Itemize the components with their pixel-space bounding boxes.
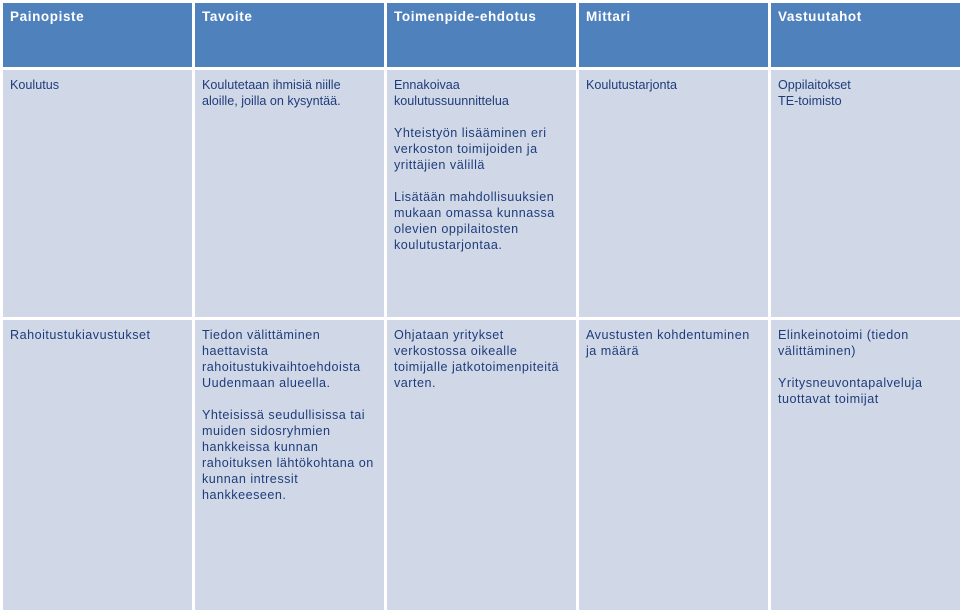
cell-toimenpide xyxy=(387,70,576,317)
cell-painopiste xyxy=(3,320,192,610)
cell-toimenpide xyxy=(387,320,576,610)
cell-mittari xyxy=(579,320,768,610)
cell-text: Avustusten kohdentuminen ja määrä xyxy=(586,328,750,358)
header-vastuutahot: Vastuutahot xyxy=(771,3,960,67)
cell-text: Ennakoivaa koulutussuunnittelua xyxy=(394,78,509,108)
table-row xyxy=(3,70,960,317)
header-toimenpide-ehdotus: Toimenpide-ehdotus xyxy=(387,3,576,67)
cell-text: Lisätään mahdollisuuksien mukaan omassa kunnassa olevien oppilaitosten koulutustarjontaa. xyxy=(394,190,555,252)
cell-painopiste xyxy=(3,70,192,317)
cell-text: Tiedon välittäminen haettavista rahoitustukivaihtoehdoista Uudenmaan alueella. xyxy=(202,328,361,390)
cell-vastuutahot xyxy=(771,320,960,610)
cell-text: Koulutus xyxy=(10,78,60,92)
cell-tavoite xyxy=(195,70,384,317)
cell-mittari xyxy=(579,70,768,317)
cell-text: Yhteistyön lisääminen eri verkoston toimijoiden ja yrittäjien välillä xyxy=(394,126,547,172)
cell-text: Yhteisissä seudullisissa tai muiden sidosryhmien hankkeissa kunnan rahoituksen lähtökohtana on kunnan intressit hankkeeseen. xyxy=(202,408,374,502)
cell-text: Elinkeinotoimi (tiedon välittäminen) xyxy=(778,328,909,358)
header-mittari: Mittari xyxy=(579,3,768,67)
cell-text: Ohjataan yritykset verkostossa oikealle toimijalle jatkotoimenpiteitä varten. xyxy=(394,328,559,390)
cell-vastuutahot xyxy=(771,70,960,317)
cell-text: Koulutetaan ihmisiä niille aloille, joilla on kysyntää. xyxy=(202,78,341,108)
cell-text: Rahoitustukiavustukset xyxy=(10,328,151,342)
cell-text: Oppilaitokset TE-toimisto xyxy=(778,78,851,108)
cell-text: Koulutustarjonta xyxy=(586,78,678,92)
cell-tavoite xyxy=(195,320,384,610)
cell-text: Yritysneuvontapalveluja tuottavat toimijat xyxy=(778,376,923,406)
header-row xyxy=(3,3,960,67)
header-tavoite: Tavoite xyxy=(195,3,384,67)
table-row xyxy=(3,320,960,610)
header-painopiste: Painopiste xyxy=(3,3,192,67)
